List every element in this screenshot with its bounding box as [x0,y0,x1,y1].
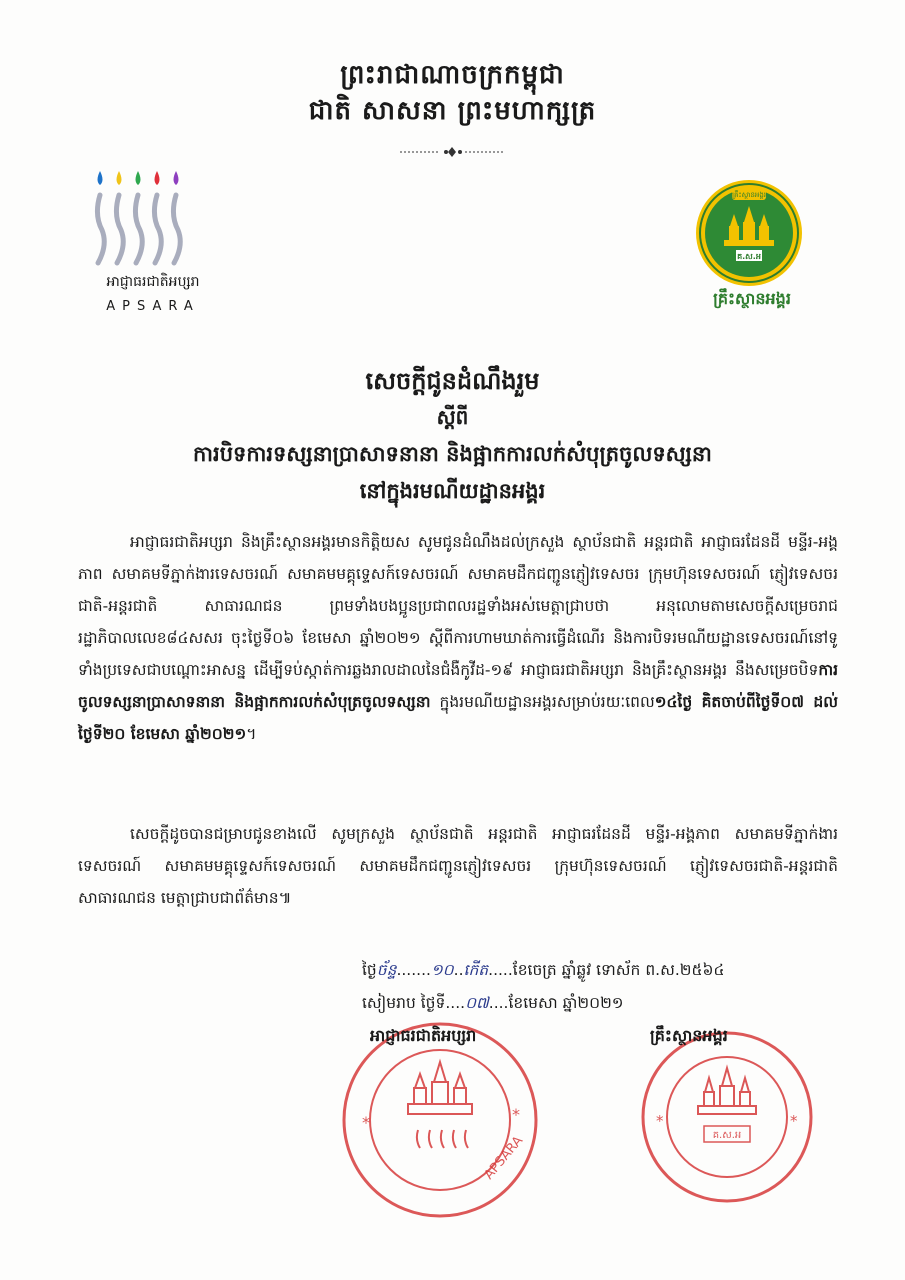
para1-text-a: អាជ្ញាធរជាតិអប្សរា និងគ្រឹះស្ថានអង្គរមានកិត្តិយស សូមជូនដំណឹងដល់ក្រសួង ស្ថាប័នជាតិ អន្តរជាតិ អាជ្ញាធរដែនដី មន្ទីរ-អង្គភាព សមាគមទីភ្នាក់ងារទេសចរណ៍ សមាគមមគ្គុទ្ទេសក៍ទេសចរណ៍ សមាគមដឹកជញ្ជូនភ្ញៀវទេសចរ ក្រុមហ៊ុនទេសចរណ៍ ភ្ញៀវទេសចរជាតិ-អន្តរជាតិ សាធារណជន ព្រមទាំងបងប្អូនប្រជាពលរដ្ឋទាំងអស់មេត្តាជ្រាបថា អនុលោមតាមសេចក្តីសម្រេចរាជរដ្ឋាភិបាលលេខ៨៤សសរ ចុះថ្ងៃទី០៦ ខែមេសា ឆ្នាំ២០២១ ស្តីពីការហាមឃាត់ការធ្វើដំណើរ និងការបិទរមណីយដ្ឋានទេសចរណ៍នៅទូទាំងប្រទេសជាបណ្តោះអាសន្ន ដើម្បីទប់ស្កាត់ការឆ្លងរាលដាលនៃជំងឺកូវីដ-១៩ អាជ្ញាធរជាតិអប្សរា និងគ្រឹះស្ថានអង្គរ នឹងសម្រេចបិទ [78,533,838,679]
stamp-temple-icon [698,1068,756,1114]
angkor-enterprise-logo [694,178,804,288]
announcement-subject: ការបិទការទស្សនាប្រាសាទនានា និងផ្អាកការលក់សំបុត្រចូលទស្សនា [193,442,712,466]
apsara-khmer-name: អាជ្ញាធរជាតិអប្សរា [106,274,200,290]
apsara-red-stamp [340,1020,540,1220]
national-motto: ជាតិ សាសនា ព្រះមហាក្សត្រ [308,96,597,126]
solar-prefix: សៀមរាប ថ្ងៃទី [362,994,446,1012]
lunar-phase-handwritten: កើត [463,961,489,979]
angkor-enterprise-name: គ្រឹះស្ថានអង្គរ [713,289,791,308]
solar-date-line: សៀមរាប ថ្ងៃទី....០៧....ខែមេសា ឆ្នាំ២០២១ [362,994,624,1012]
svg-text:*: * [790,1112,798,1130]
lunar-date-line: ថ្ងៃច័ន្ទ.......១០..កើត.....ខែចេត្រ ឆ្នាំឆ្លូវ ទោស័ក ព.ស.២៥៦៤ [362,961,725,979]
apsara-logo [82,165,212,320]
lunar-day-handwritten: ច័ន្ទ [376,961,397,979]
para1-bold-b: ការចូលទស្សនាប្រាសាទនានា និងផ្អាកការលក់សំបុត្រចូលទស្សនា [78,661,838,711]
stamp-abbr: គ.ស.អ [712,1130,742,1141]
svg-text:*: * [512,1105,520,1124]
announcement-location: នៅក្នុងរមណីយដ្ឋានអង្គរ [359,479,546,503]
lunar-suffix: ខែចេត្រ ឆ្នាំឆ្លូវ ទោស័ក ព.ស.២៥៦៤ [512,961,725,979]
svg-text:*: * [362,1113,370,1132]
svg-text:*: * [656,1112,664,1130]
stamp-latin-text: APSARA [481,1133,527,1183]
para1-bold-d: ១៤ថ្ងៃ គិតចាប់ពីថ្ងៃទី០៧ ដល់ថ្ងៃទី២០ ខែមេសា ឆ្នាំ២០២១ [78,693,838,743]
logo-abbr: គ.ស.អ [737,252,761,261]
signatory-angkor-enterprise: គ្រឹះស្ថានអង្គរ [650,1026,728,1045]
announcement-title: សេចក្តីជូនដំណឹងរួម [365,367,540,395]
solar-suffix: ខែមេសា ឆ្នាំ២០២១ [508,994,624,1012]
announcement-about: ស្តីពី [436,405,469,429]
body-paragraph-1 [78,526,838,750]
lunar-number-handwritten: ១០ [430,961,454,979]
apsara-flames-icon [98,171,179,185]
lunar-prefix: ថ្ងៃ [362,961,377,979]
body-paragraph-2: សេចក្តីដូចបានជម្រាបជូនខាងលើ សូមក្រសួង ស្ថាប័នជាតិ អន្តរជាតិ អាជ្ញាធរដែនដី មន្ទីរ-អង្គភាព សមាគមទីភ្នាក់ងារទេសចរណ៍ សមាគមមគ្គុទ្ទេសក៍ទេសចរណ៍ សមាគមដឹកជញ្ជូនភ្ញៀវទេសចរ ក្រុមហ៊ុនទេសចរណ៍ ភ្ញៀវទេសចរជាតិ-អន្តរជាតិ សាធារណជន មេត្តាជ្រាបជាព័ត៌មាន៕ [78,825,838,907]
para1-text-e: ។ [246,725,257,743]
stamp-temple-icon [408,1062,472,1114]
signatory-apsara: អាជ្ញាធរជាតិអប្សរា [370,1026,477,1045]
solar-day-handwritten: ០៧ [465,994,489,1012]
stamp-figures-icon [417,1130,468,1148]
logo-ring-text: គ្រឹះស្ថានអង្គរ [731,191,767,199]
ornament-divider [400,146,505,158]
kingdom-title: ព្រះរាជាណាចក្រកម្ពុជា [340,60,565,90]
apsara-latin-name: APSARA [106,299,200,314]
angkor-enterprise-red-stamp [640,1030,815,1205]
apsara-figures-icon [97,195,180,263]
para1-text-c: ក្នុងរមណីយដ្ឋានអង្គរសម្រាប់រយៈពេល [430,693,655,711]
